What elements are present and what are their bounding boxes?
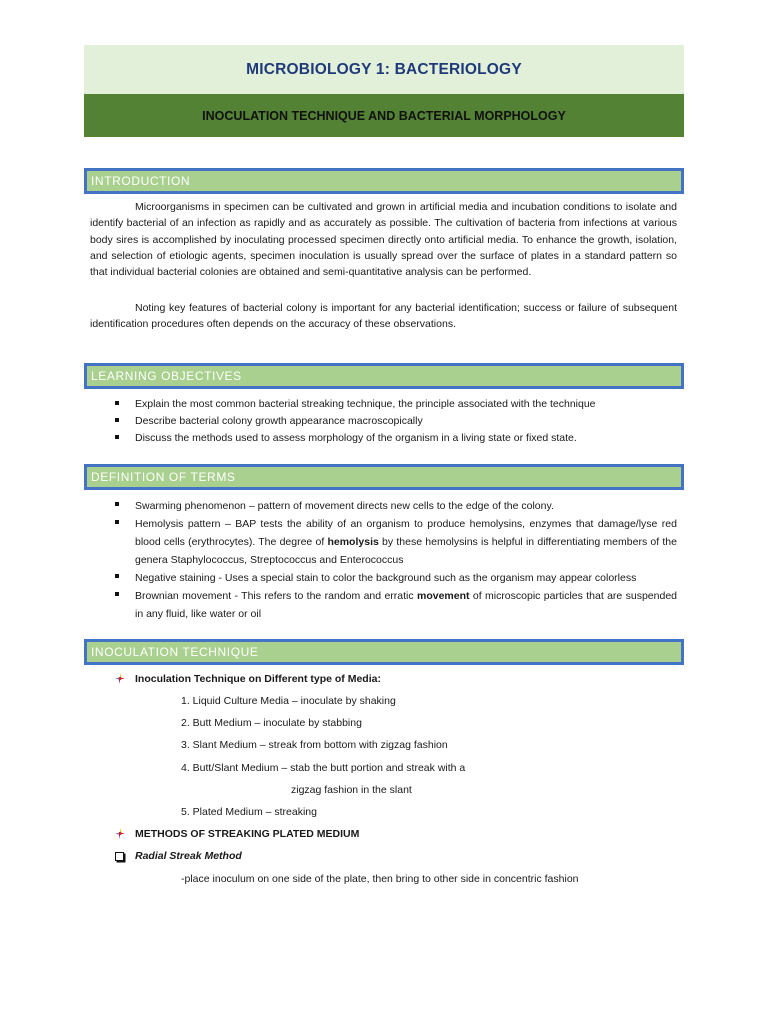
bullet-square-icon	[115, 592, 119, 596]
section-label: INTRODUCTION	[91, 174, 191, 188]
bullet-square-icon	[115, 418, 119, 422]
list-item-text: Describe bacterial colony growth appearance macroscopically	[135, 415, 423, 427]
radial-heading: Radial Streak Method	[135, 850, 242, 862]
page-title: MICROBIOLOGY 1: BACTERIOLOGY	[246, 60, 522, 78]
media-item-5: 5. Plated Medium – streaking	[181, 806, 317, 818]
definition-negative-staining: Negative staining - Uses a special stain to color the background such as the organism may appear colorless	[135, 572, 637, 584]
bullet-square-icon	[115, 435, 119, 439]
definition-hemolysis-bold: hemolysis	[327, 536, 379, 548]
inoculation-heading-row	[115, 673, 381, 685]
list-item-text: Explain the most common bacterial streaking technique, the principle associated with the technique	[135, 398, 596, 410]
list-item	[115, 515, 677, 569]
radial-description: -place inoculum on one side of the plate, then bring to other side in concentric fashion	[181, 873, 579, 885]
media-item-4: 4. Butt/Slant Medium – stab the butt portion and streak with a	[181, 762, 466, 774]
section-header-definitions	[84, 464, 684, 490]
section-header-introduction	[84, 168, 684, 194]
definitions-list	[115, 497, 677, 623]
list-item	[115, 430, 677, 447]
list-item-text: Discuss the methods used to assess morphology of the organism in a living state or fixed state.	[135, 432, 577, 444]
page-subtitle: INOCULATION TECHNIQUE AND BACTERIAL MORPHOLOGY	[202, 108, 566, 123]
colored-diamond-bullet-icon	[115, 673, 125, 684]
definition-brownian-text: of microscopic particles that are suspended in any fluid, like water or oil	[135, 590, 678, 620]
methods-heading-row	[115, 828, 359, 840]
subtitle-band	[84, 94, 684, 137]
radial-heading-row	[115, 850, 242, 862]
bullet-square-icon	[115, 502, 119, 506]
checkbox-bullet-icon	[115, 852, 124, 861]
inoculation-heading: Inoculation Technique on Different type of Media:	[135, 673, 381, 685]
list-item	[115, 413, 677, 430]
media-item-3: 3. Slant Medium – streak from bottom with zigzag fashion	[181, 739, 448, 751]
media-item-1: 1. Liquid Culture Media – inoculate by shaking	[181, 695, 396, 707]
bullet-square-icon	[115, 574, 119, 578]
intro-paragraph-1: Microorganisms in specimen can be cultivated and grown in artificial media and incubation conditions to isolate and identify bacterial of an infection as rapidly and as accurately as possible. The cultivation of bacteria from infections at various body sires is accomplished by inoculating processed specimen directly onto artificial media. To enhance the growth, isolation, and selection of etiologic agents, specimen inoculation is usually spread over the surface of plates in a standard pattern so that individual bacterial colonies are obtained and semi-quantitative analysis can be performed.	[90, 201, 677, 279]
colored-diamond-bullet-icon	[115, 828, 125, 839]
definition-brownian-text: Brownian movement - This refers to the random and erratic	[135, 590, 417, 602]
list-item	[115, 569, 677, 587]
media-item-4-continued: zigzag fashion in the slant	[291, 784, 412, 796]
list-item	[115, 396, 677, 413]
definition-swarming: Swarming phenomenon – pattern of movement directs new cells to the edge of the colony.	[135, 500, 554, 512]
list-item	[115, 497, 677, 515]
bullet-square-icon	[115, 520, 119, 524]
methods-heading: METHODS OF STREAKING PLATED MEDIUM	[135, 828, 360, 840]
intro-paragraph-2: Noting key features of bacterial colony is important for any bacterial identification; success or failure of subsequent identification procedures often depends on the accuracy of these observations.	[90, 302, 677, 331]
definition-hemolysis-text: by these hemolysins is helpful in differentiating members of the genera Staphylococcus, Streptococcus and Enterococcus	[135, 536, 677, 566]
title-band	[84, 45, 684, 94]
section-header-inoculation	[84, 639, 684, 665]
definition-hemolysis-text: Hemolysis pattern – BAP tests the ability of an organism to produce hemolysins, enzymes that damage/lyse red blood cells (erythrocytes). The degree of	[135, 518, 677, 548]
section-label: LEARNING OBJECTIVES	[91, 369, 242, 383]
section-header-objectives	[84, 363, 684, 389]
bullet-square-icon	[115, 401, 119, 405]
section-label: DEFINITION OF TERMS	[91, 470, 236, 484]
media-item-2: 2. Butt Medium – inoculate by stabbing	[181, 717, 362, 729]
list-item	[115, 587, 677, 623]
section-label: INOCULATION TECHNIQUE	[91, 645, 259, 659]
definition-brownian-bold: movement	[417, 590, 470, 602]
objectives-list	[115, 396, 677, 447]
